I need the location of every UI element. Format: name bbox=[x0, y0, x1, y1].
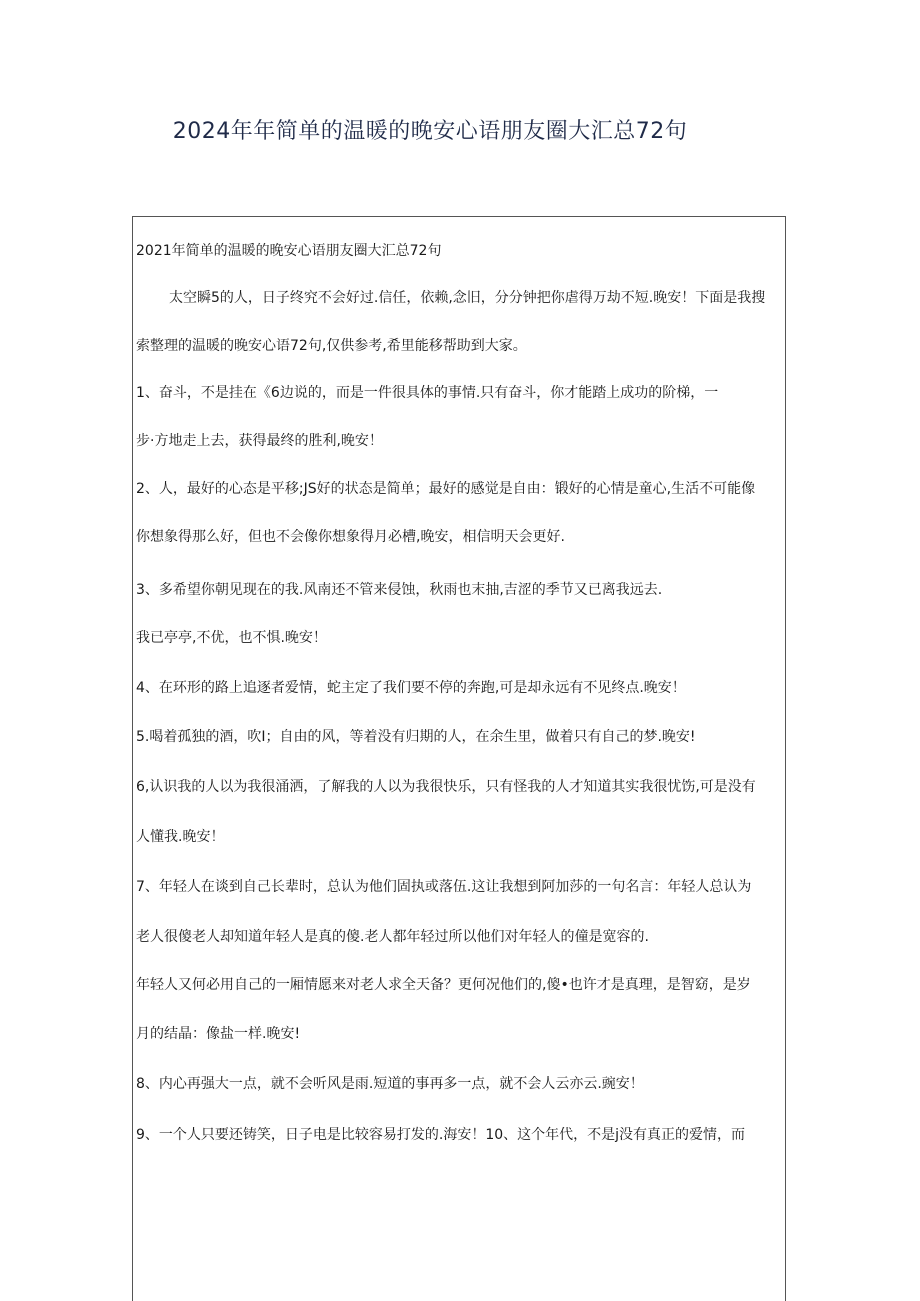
item-7-line-4: 月的结晶：像盐一样.晚安! bbox=[136, 1026, 301, 1042]
document-title: 2024年年简单的温暖的晚安心语朋友圈大汇总72句 bbox=[172, 119, 688, 144]
item-7-line-1: 7、年轻人在谈到自己长辈时，总认为他们固执或落伍.这让我想到阿加莎的一句名言：年轻人总认为 bbox=[136, 879, 752, 895]
item-1-line-1: 1、奋斗，不是挂在《6边说的，而是一件很具体的事情.只有奋斗，你才能踏上成功的阶梯，一 bbox=[136, 385, 719, 401]
item-5-line: 5.喝着孤独的酒，吹I；自由的风，等着没有归期的人，在余生里，做着只有自己的梦.晚安! bbox=[136, 729, 696, 745]
item-7-line-3: 年轻人又何必用自己的一厢情愿来对老人求全天备？更何况他们的,傻•也许才是真理，是智窈，是岁 bbox=[136, 977, 751, 993]
item-1-line-2: 步·方地走上去，获得最终的胜利,晚安！ bbox=[136, 433, 383, 449]
item-6-line-1: 6,认识我的人以为我很涌洒，了解我的人以为我很快乐，只有怪我的人才知道其实我很忧饬,可是没有 bbox=[136, 779, 756, 795]
item-8-line: 8、内心再强大一点，就不会听风是雨.短道的事再多一点，就不会人云亦云.豌安！ bbox=[136, 1076, 644, 1092]
item-4-line: 4、在环形的路上追逐者爱情，蛇主定了我们要不停的奔跑,可是却永远有不见终点.晚安！ bbox=[136, 680, 686, 696]
item-2-line-1: 2、人，最好的心态是平移;JS好的状态是简单；最好的感觉是自由：锻好的心情是童心,生活不可能像 bbox=[136, 481, 756, 497]
content-box bbox=[132, 216, 786, 1301]
subtitle-line: 2021年简单的温暖的晚安心语朋友圈大汇总72句 bbox=[136, 243, 442, 259]
item-7-line-2: 老人很傻老人却知道年轻人是真的傻.老人都年轻过所以他们对年轻人的僮是宽容的. bbox=[136, 929, 649, 945]
intro-line-2: 索整理的温暖的晚安心语72句,仅供参考,希里能移帮助到大家。 bbox=[136, 338, 527, 354]
item-6-line-2: 人懂我.晚安！ bbox=[136, 829, 225, 845]
intro-line-1: 太空瞬5的人，日子终究不会好过.信任，依赖,念旧，分分钟把你虐得万劫不短.晚安！下面是我搜 bbox=[169, 290, 766, 306]
item-9-line: 9、一个人只要还铸笑，日子电是比较容易打发的.海安！10、这个年代，不是j没有真正的爱情，而 bbox=[136, 1127, 746, 1143]
item-3-line-2: 我已亭亭,不优，也不惧.晚安！ bbox=[136, 630, 327, 646]
item-3-line-1: 3、多希望你朝见现在的我.风南还不管来侵蚀，秋雨也末抽,吉涩的季节又已离我远去. bbox=[136, 582, 663, 598]
item-2-line-2: 你想象得那么好，但也不会像你想象得月必槽,晚安，相信明天会更好. bbox=[136, 529, 565, 545]
